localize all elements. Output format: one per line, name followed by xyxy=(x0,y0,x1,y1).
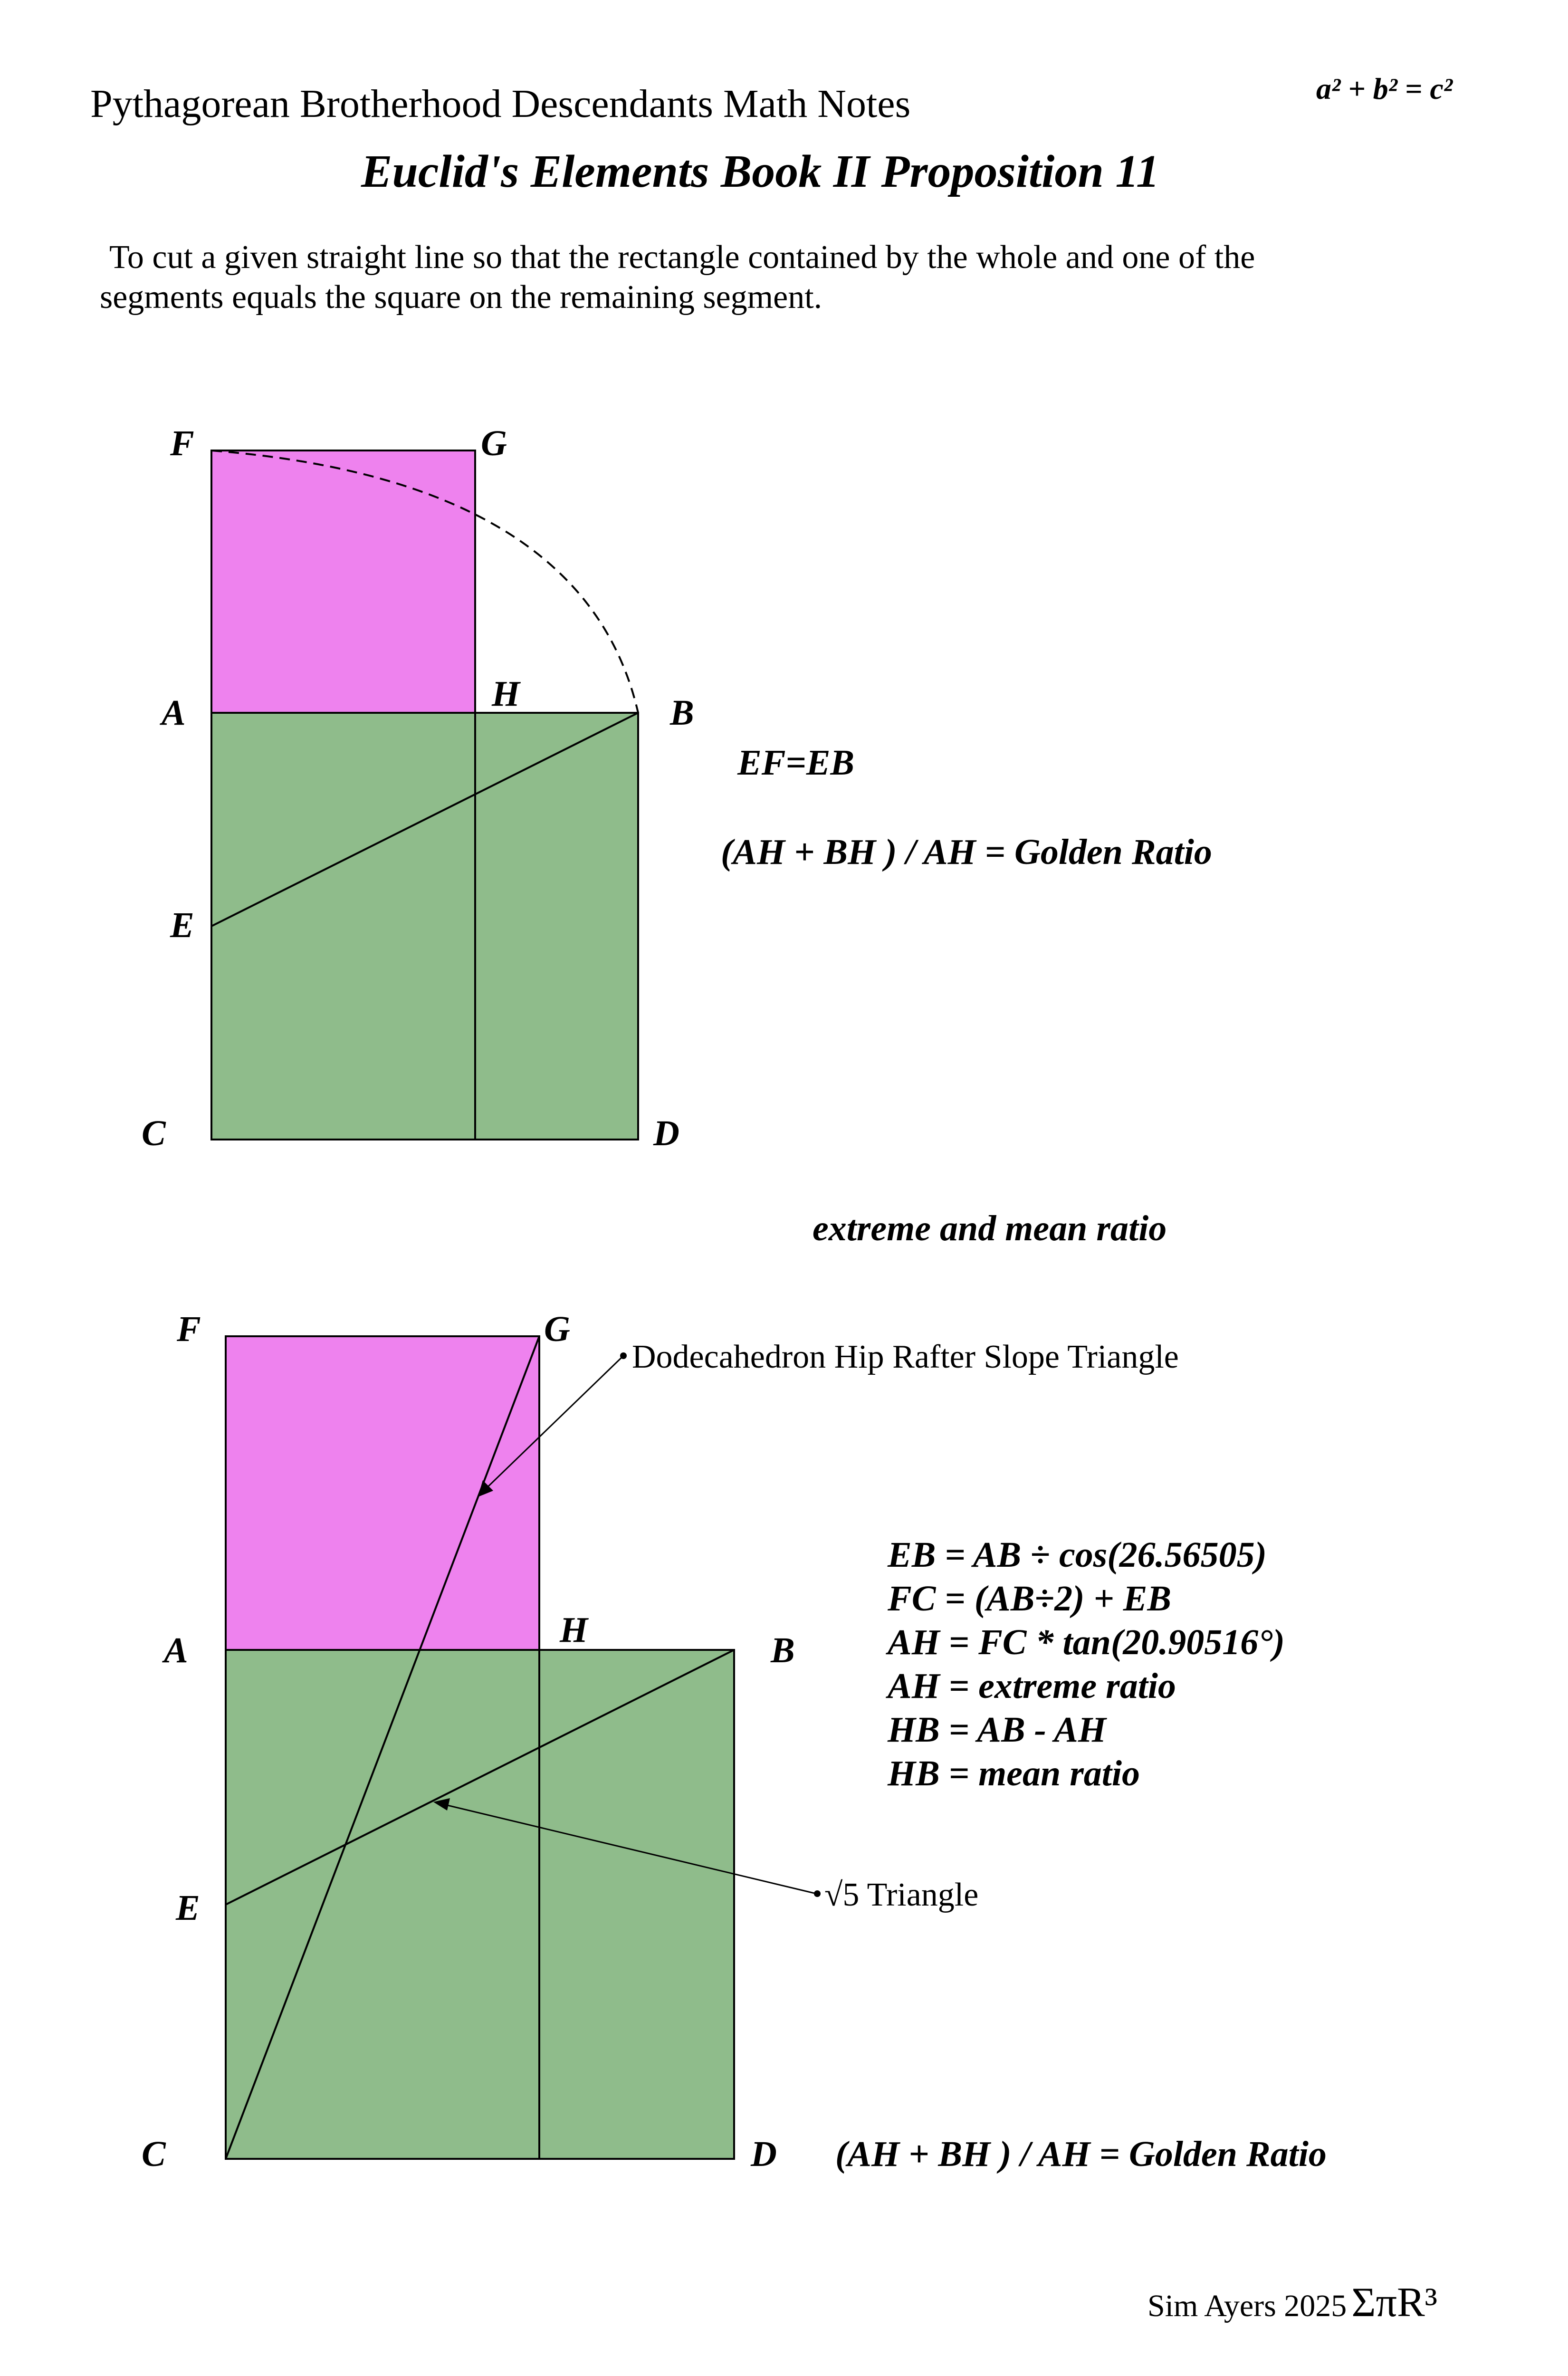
fig2-label-H: H xyxy=(560,1610,588,1650)
fig2-golden-ratio: (AH + BH ) / AH = Golden Ratio xyxy=(835,2134,1327,2174)
footer-symbol: ΣπR³ xyxy=(1351,2280,1438,2326)
fig1-label-C: C xyxy=(142,1113,166,1153)
fig1-note-ef-eb: EF=EB xyxy=(737,743,855,783)
footer-author: Sim Ayers 2025 xyxy=(1147,2289,1347,2323)
fig2-rectangle-CDBA xyxy=(226,1650,734,2159)
fig1-label-E: E xyxy=(170,905,194,945)
footer xyxy=(1147,2279,1437,2327)
fig1-square-AFGH xyxy=(211,450,475,713)
fig2-equation-5: HB = AB - AH xyxy=(888,1710,1106,1750)
fig2-callout-sqrt5-label: √5 Triangle xyxy=(824,1877,979,1913)
fig2-square-AFGH xyxy=(226,1336,539,1650)
fig1-label-H: H xyxy=(492,674,520,714)
middle-caption: extreme and mean ratio xyxy=(813,1208,1167,1248)
fig1-rectangle-CDBA xyxy=(211,713,638,1140)
fig2-equation-3: AH = FC * tan(20.90516°) xyxy=(888,1622,1285,1662)
document-title: Euclid's Elements Book II Proposition 11 xyxy=(361,146,1159,197)
fig2-callout-sqrt5-dot xyxy=(814,1890,821,1897)
header-title: Pythagorean Brotherhood Descendants Math Notes xyxy=(90,82,911,126)
fig1-note-golden-ratio: (AH + BH ) / AH = Golden Ratio xyxy=(721,832,1212,872)
statement-line-1: To cut a given straight line so that the rectangle contained by the whole and one of the xyxy=(109,239,1255,276)
fig2-equation-4: AH = extreme ratio xyxy=(888,1666,1176,1706)
statement-line-2: segments equals the square on the remaining segment. xyxy=(100,279,822,316)
figure-2 xyxy=(142,1309,1327,2174)
fig1-label-B: B xyxy=(670,693,694,733)
fig2-label-G: G xyxy=(544,1309,570,1349)
fig2-label-A: A xyxy=(164,1630,188,1670)
pythagorean-formula: a² + b² = c² xyxy=(1316,72,1453,105)
fig2-equations xyxy=(886,1535,1285,1793)
fig1-label-F: F xyxy=(170,423,194,463)
fig2-label-E: E xyxy=(176,1888,200,1928)
fig1-label-D: D xyxy=(653,1113,679,1153)
fig2-callout-dodeca-dot xyxy=(620,1352,627,1359)
fig2-equation-6: HB = mean ratio xyxy=(888,1753,1140,1793)
figure-1 xyxy=(142,423,1212,1153)
fig1-label-G: G xyxy=(481,423,507,463)
fig2-equation-2: FC = (AB÷2) + EB xyxy=(888,1579,1172,1619)
fig2-equation-1: EB = AB ÷ cos(26.56505) xyxy=(888,1535,1267,1575)
fig1-label-A: A xyxy=(162,693,186,733)
fig2-label-D: D xyxy=(751,2134,777,2174)
fig2-label-C: C xyxy=(142,2134,166,2174)
fig2-label-F: F xyxy=(177,1309,201,1349)
fig2-label-B: B xyxy=(771,1630,795,1670)
fig2-callout-dodeca-label: Dodecahedron Hip Rafter Slope Triangle xyxy=(632,1339,1179,1375)
